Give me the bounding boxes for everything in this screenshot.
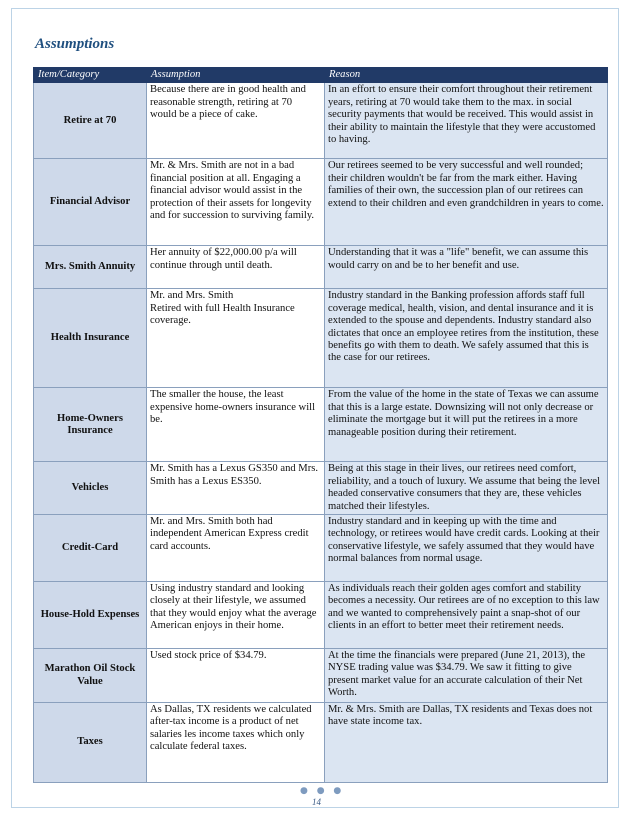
row-assumption: Mr. Smith has a Lexus GS350 and Mrs. Smith has a Lexus ES350. (147, 462, 325, 515)
row-category: Vehicles (34, 462, 147, 515)
row-reason: Being at this stage in their lives, our retirees need comfort, reliability, and a touch of luxury. We assume that being the level headed conservative consumers that they are, these vehicles matched their lifestyles. (325, 462, 608, 515)
row-reason: Our retirees seemed to be very successful and well rounded; their children wouldn't be far from the mark either. Having families of their own, the succession plan of our retirees can extend to their children and even grandchildren in years to come. (325, 159, 608, 246)
row-category: Home-Owners Insurance (34, 388, 147, 462)
table-row (34, 515, 608, 582)
table-row (34, 388, 608, 462)
row-category: Marathon Oil Stock Value (34, 649, 147, 703)
row-assumption: Mr. & Mrs. Smith are not in a bad financial position at all. Engaging a financial advisor would assist in the protection of their assets for longevity and for succession to surviving family. (147, 159, 325, 246)
table-row (34, 159, 608, 246)
table-row (34, 246, 608, 289)
row-assumption: Using industry standard and looking closely at their lifestyle, we assumed that they would enjoy what the average American enjoys in their home. (147, 582, 325, 649)
row-category: Credit-Card (34, 515, 147, 582)
row-category: House-Hold Expenses (34, 582, 147, 649)
assumptions-table (33, 67, 608, 783)
table-row (34, 649, 608, 703)
row-reason: Mr. & Mrs. Smith are Dallas, TX residents and Texas does not have state income tax. (325, 703, 608, 783)
header-reason: Reason (325, 68, 608, 83)
row-assumption: Used stock price of $34.79. (147, 649, 325, 703)
row-assumption: As Dallas, TX residents we calculated after-tax income is a product of net salaries les income taxes which only calculate federal taxes. (147, 703, 325, 783)
row-category: Health Insurance (34, 289, 147, 388)
header-category: Item/Category (34, 68, 147, 83)
row-reason: As individuals reach their golden ages comfort and stability becomes a necessity. Our retirees are of no exception to this law and we wanted to comprehensively paint a snap-shot of our clients in an effort to better meet their retirement needs. (325, 582, 608, 649)
row-category: Taxes (34, 703, 147, 783)
table-header-row (34, 68, 608, 83)
row-reason: Industry standard and in keeping up with the time and technology, or retirees would have credit cards. Looking at their conservative lifestyle, we safely assumed that they would have normal balances from normal usage. (325, 515, 608, 582)
row-reason: From the value of the home in the state of Texas we can assume that this is a large estate. Downsizing will not only decrease or eliminate the mortgage but it will put the retirees in a more manageable position during their retirement. (325, 388, 608, 462)
page-number: 14 (312, 797, 321, 807)
row-reason: At the time the financials were prepared (June 21, 2013), the NYSE trading value was $34.79. We saw it fitting to give present market value for an accurate calculation of their Net Worth. (325, 649, 608, 703)
section-title: Assumptions (35, 36, 115, 52)
row-assumption: Because there are in good health and reasonable strength, retiring at 70 would be a piece of cake. (147, 83, 325, 159)
table-row (34, 83, 608, 159)
table-row (34, 289, 608, 388)
table-row (34, 582, 608, 649)
footer-dots: ● ● ● (300, 786, 345, 796)
row-category: Mrs. Smith Annuity (34, 246, 147, 289)
table-row (34, 462, 608, 515)
row-assumption: Mr. and Mrs. Smith both had independent American Express credit card accounts. (147, 515, 325, 582)
table-row (34, 703, 608, 783)
header-assumption: Assumption (147, 68, 325, 83)
row-reason: Understanding that it was a "life" benefit, we can assume this would carry on and be to her benefit and use. (325, 246, 608, 289)
row-reason: Industry standard in the Banking profession affords staff full coverage medical, health, vision, and dental insurance and it is extended to the spouse and dependents. Industry standard also dictates that once an employee retires from the institution, these benefits go with them to death. We safely assumed that this is the case for our retirees. (325, 289, 608, 388)
row-assumption: The smaller the house, the least expensive home-owners insurance will be. (147, 388, 325, 462)
row-reason: In an effort to ensure their comfort throughout their retirement years, retiring at 70 would take them to the max. in social security payments that would be received. This would assist in their ability to maintain the lifestyle that they were accustomed to having. (325, 83, 608, 159)
row-assumption: Mr. and Mrs. Smith Retired with full Health Insurance coverage. (147, 289, 325, 388)
row-category: Financial Advisor (34, 159, 147, 246)
row-category: Retire at 70 (34, 83, 147, 159)
row-assumption: Her annuity of $22,000.00 p/a will continue through until death. (147, 246, 325, 289)
